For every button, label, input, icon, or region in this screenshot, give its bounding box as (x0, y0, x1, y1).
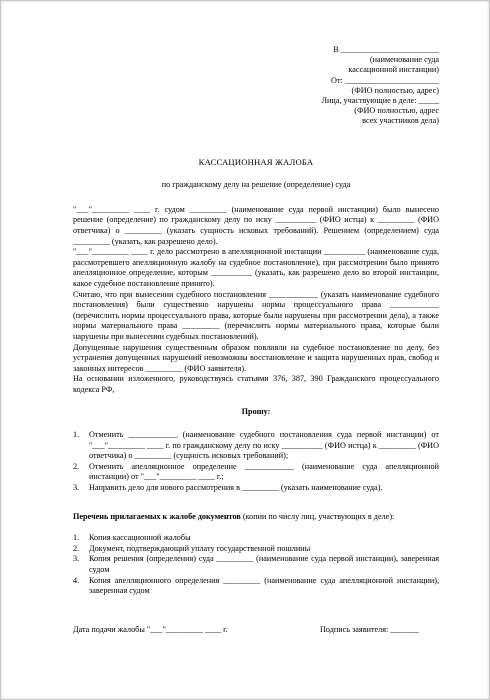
list-number: 1. (73, 533, 80, 543)
attachments-heading-rest: (копии по числу лиц, участвующих в деле): (240, 511, 395, 521)
addressee-court-hint-1: (наименование суда (369, 55, 439, 65)
list-number: 3. (73, 554, 80, 564)
list-text: Копия решения (определения) суда _________ (наименование суда первой инстанции), заверенная судом (89, 554, 439, 575)
addressee-court-line: В ________________________ (333, 45, 439, 54)
attachments-list (73, 533, 439, 597)
request-list (73, 430, 439, 494)
list-text: Направить дело для нового рассмотрения в _________ (указать наименование суда). (89, 483, 383, 493)
list-text: Копия кассационной жалобы (89, 533, 191, 543)
body-paragraph: "___"_________ ____ г. дело рассмотрено в апелляционной инстанции __________ (наименование суда, рассмотревшего апелляционную жалобу на судебное постановление), при рассмотрении было принято апелляционное определение, которым __________ (указать, как разрешено дело во второй инстанции, какое судебное постановление принято). (73, 247, 439, 288)
filing-date: Дата подачи жалобы "___"_________ ____ г. (73, 624, 228, 634)
participants-line: Лица, участвующие в деле: _____ (321, 96, 439, 106)
attachments-heading (73, 512, 439, 523)
sender-hint: (ФИО полностью, адрес) (351, 85, 439, 95)
request-item (73, 462, 439, 483)
list-number: 4. (73, 575, 80, 585)
document-title: КАССАЦИОННАЯ ЖАЛОБА (198, 156, 314, 167)
attachment-item (73, 533, 439, 544)
list-number: 1. (73, 430, 80, 440)
participants-hint-2: всех участников дела) (362, 116, 439, 126)
list-text: Отменить ____________ (наименование судебного постановления суда первой инстанции) от "___"_________ ____ г. по гражданскому делу по иску __________ (ФИО истца) к _________ (ФИО ответчика) о _________ (сущность исковых требований); (89, 430, 439, 461)
request-heading: Прошу: (241, 406, 271, 416)
addressee-block (311, 45, 439, 127)
list-text: Отменить апелляционное определение ____________ (наименование суда апелляционной инстанции) от "___"_________ ____ г.; (89, 461, 439, 482)
complaint-body (73, 205, 439, 396)
attachment-item (73, 554, 439, 575)
body-paragraph: На основании изложенного, руководствуясь статьями 376, 387, 390 Гражданского процессуального кодекса РФ, (73, 374, 439, 394)
body-paragraph: Считаю, что при вынесении судебного постановления ____________ (указать наименование судебного постановления) были существенно нарушены нормы процессуального права ____________ (перечислить нормы процессуального права, которые были нарушены при рассмотрении дела), а также нормы материального права _________ (перечислить нормы материального права, которые были нарушены при вынесении судебных постановлений). (73, 289, 439, 341)
list-number: 2. (73, 461, 80, 471)
document-subtitle: по гражданскому делу на решение (определение) суда (161, 180, 351, 190)
attachments-heading-bold: Перечень прилагаемых к жалобе документов (73, 511, 241, 521)
attachment-item (73, 576, 439, 597)
request-item (73, 483, 439, 494)
body-paragraph: Допущенные нарушения существенным образом повлияли на судебное постановление по делу, без устранения допущенных нарушений невозможны восстановление и защита нарушенных прав, свобод и законных интересов _________ (ФИО заявителя). (73, 342, 439, 373)
body-paragraph: "___"_________ ____ г. судом _________ (наименование суда первой инстанции) было вынесено решение (определение) по гражданскому делу по иску __________ (ФИО истца) к _________ (ФИО ответчика) о _________ (указать сущность исковых требований). Решением (определением) суда _________ (указать, как разрешено дело). (73, 204, 439, 246)
addressee-court-hint-2: кассационной инстанции) (348, 65, 439, 75)
request-item (73, 430, 439, 462)
sender-line: От: _______________________ (331, 75, 439, 85)
participants-hint-1: (ФИО полностью, адрес (354, 106, 439, 116)
applicant-signature: Подпись заявителя: _______ (319, 624, 419, 634)
list-text: Документ, подтверждающий уплату государственной пошлины (89, 543, 311, 553)
signature-row (73, 625, 439, 636)
list-number: 3. (73, 483, 80, 493)
list-text: Копия апелляционного определения _________ (наименование суда апелляционной инстанции), заверенная судом (89, 575, 439, 596)
attachment-item (73, 544, 439, 555)
list-number: 2. (73, 543, 80, 553)
